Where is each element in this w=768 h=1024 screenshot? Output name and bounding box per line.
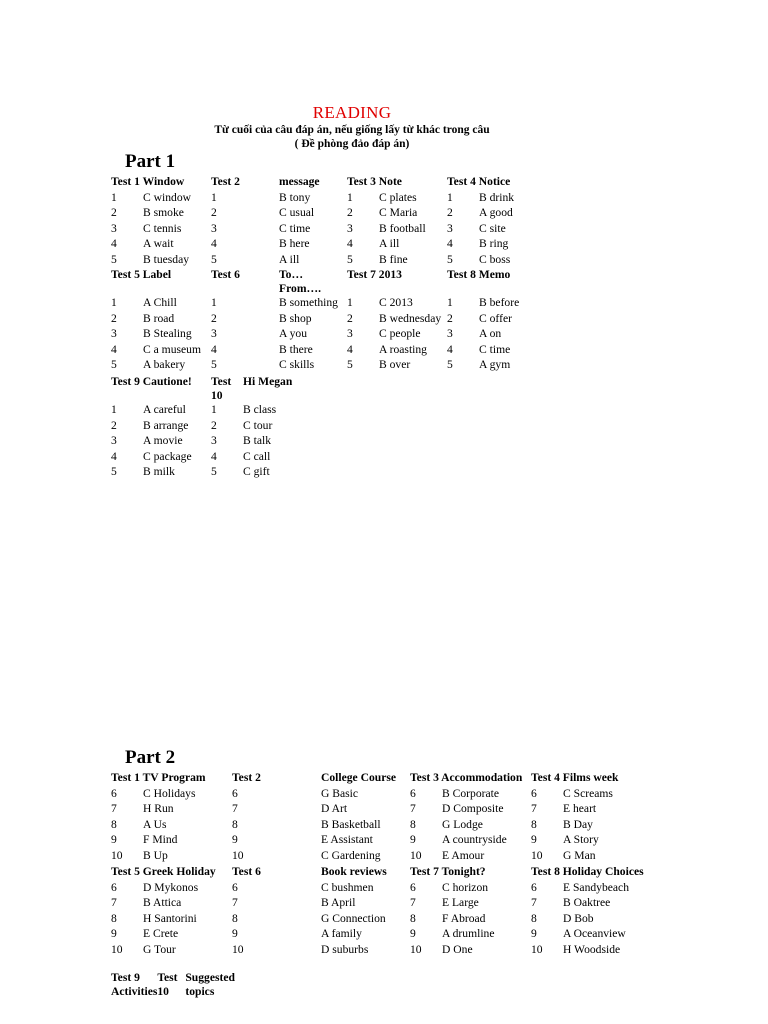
cell: 9 [111,833,117,847]
cell: B road [143,311,175,325]
cell: G Tour [143,942,176,956]
table-row [111,419,311,435]
cell: 1 [347,296,353,309]
cell: 5 [211,358,217,372]
cell: E Large [442,896,479,910]
cell: 4 [347,237,353,251]
table-row [111,802,652,818]
table-row [111,312,547,328]
cell: 2 [211,311,217,325]
header-cell: To… From…. [279,268,321,295]
page-title: READING [312,103,392,122]
table-row [111,849,652,865]
table-row [111,343,547,359]
cell: 10 [531,942,543,956]
cell: 4 [347,342,353,356]
cell: 1 [211,190,217,204]
cell: B Up [143,848,168,862]
cell: C tour [243,418,273,432]
table-row [111,434,311,450]
cell: C a museum [143,342,201,356]
cell: C call [243,449,271,463]
cell: B class [243,403,277,416]
header-cell: Test 10 [211,375,232,402]
cell: 9 [232,927,238,941]
cell: 7 [111,896,117,910]
cell: C window [143,190,191,204]
subtitle-note: ( Đề phòng đảo đáp án) [294,138,410,150]
cell: 5 [447,358,453,372]
cell: A on [479,327,502,341]
cell: 8 [531,911,537,925]
cell: C time [279,221,311,235]
cell: E Amour [442,848,485,862]
cell: G Man [563,848,596,862]
cell: 8 [410,911,416,925]
cell: F Mind [143,833,178,847]
cell: A Story [563,833,599,847]
subtitle-instruction: Từ cuối của câu đáp án, nếu giống lấy từ khác trong câu [214,124,490,136]
cell: 3 [347,221,353,235]
cell: 4 [447,342,453,356]
cell: A careful [143,403,186,416]
table-row [111,222,547,238]
cell: A you [279,327,308,341]
cell: 10 [232,848,244,862]
cell: B ring [479,237,509,251]
header-cell: Test 5 Label [111,268,172,281]
cell: B tuesday [143,252,190,266]
table-header-row [111,971,245,999]
cell: H Run [143,802,174,816]
header-cell: Book reviews [321,865,387,878]
cell: 7 [410,896,416,910]
table-row [111,206,547,222]
cell: 10 [111,848,123,862]
cell: E Crete [143,927,179,941]
cell: A gym [479,358,511,372]
cell: 5 [347,252,353,266]
table-row [111,943,652,959]
cell: A countryside [442,833,507,847]
table-header-row [111,175,547,191]
cell: 4 [447,237,453,251]
cell: 5 [111,465,117,479]
header-cell: Test 8 Holiday Choices [531,865,644,878]
cell: G Basic [321,786,359,800]
cell: 8 [111,911,117,925]
header-cell: Test 6 [232,865,261,878]
cell: A movie [143,434,183,448]
cell: B drink [479,190,515,204]
header-cell: Hi Megan [243,375,293,388]
cell: B Corporate [442,786,499,800]
table-row [111,327,547,343]
cell: B Attica [143,896,182,910]
cell: A wait [143,237,174,251]
cell: 9 [232,833,238,847]
cell: B here [279,237,310,251]
header-cell: Test 10 [157,971,178,998]
cell: C Holidays [143,786,196,800]
cell: A Oceanview [563,927,626,941]
cell: 3 [211,327,217,341]
cell: B something [279,296,338,309]
header-cell: Test 6 [211,268,240,281]
cell: 5 [211,252,217,266]
header-cell: Test 9 Cautione! [111,375,192,388]
table-row [111,912,652,928]
part2-table-1 [111,771,652,865]
table-row [111,450,311,466]
cell: 9 [410,927,416,941]
header-cell: Test 4 Notice [447,175,511,188]
cell: 8 [232,817,238,831]
cell: G Connection [321,911,386,925]
cell: 10 [410,942,422,956]
cell: C package [143,449,192,463]
table-row [111,833,652,849]
cell: 6 [410,880,416,894]
cell: 2 [111,206,117,220]
cell: 7 [232,896,238,910]
table-header-row [111,865,652,881]
header-cell: Test 5 Greek Holiday [111,865,216,878]
cell: 1 [111,296,117,309]
cell: 7 [531,802,537,816]
cell: 7 [232,802,238,816]
cell: 1 [111,190,117,204]
cell: F Abroad [442,911,486,925]
cell: C time [479,342,511,356]
cell: 6 [111,880,117,894]
cell: 1 [211,296,217,309]
cell: 6 [531,880,537,894]
cell: 9 [111,927,117,941]
cell: C boss [479,252,511,266]
cell: 10 [531,848,543,862]
table-row [111,818,652,834]
cell: 5 [211,465,217,479]
part2-table-2 [111,865,652,959]
cell: E heart [563,802,597,816]
cell: B April [321,896,356,910]
cell: 1 [347,190,353,204]
part1-table-3 [111,375,311,481]
part2-table-3 [111,971,245,999]
table-header-row [111,268,547,296]
table-header-row [111,375,311,403]
cell: 2 [447,311,453,325]
cell: 3 [211,221,217,235]
header-cell: Test 9 Activities [111,971,158,998]
part2-heading: Part 2 [125,747,176,768]
cell: 4 [111,342,117,356]
cell: 9 [410,833,416,847]
cell: 4 [211,342,217,356]
cell: 10 [232,942,244,956]
cell: 7 [531,896,537,910]
cell: 6 [232,786,238,800]
cell: 10 [410,848,422,862]
table-row [111,927,652,943]
cell: A Chill [143,296,177,309]
cell: D One [442,942,473,956]
header-cell: Test 7 Tonight? [410,865,486,878]
part1-table-1 [111,175,547,269]
cell: 4 [211,237,217,251]
header-cell: College Course [321,771,397,784]
cell: D Mykonos [143,880,199,894]
header-cell: Test 3 Accommodation [410,771,523,784]
cell: C people [379,327,421,341]
cell: 1 [447,296,453,309]
cell: 5 [111,252,117,266]
cell: 4 [111,237,117,251]
cell: C offer [479,311,512,325]
table-row [111,296,547,312]
cell: C skills [279,358,315,372]
cell: B talk [243,434,272,448]
cell: D Bob [563,911,594,925]
cell: B before [479,296,520,309]
cell: A family [321,927,362,941]
cell: C gift [243,465,270,479]
cell: 1 [447,190,453,204]
header-cell: Test 7 2013 [347,268,402,281]
cell: 3 [347,327,353,341]
cell: C site [479,221,506,235]
cell: C plates [379,190,417,204]
cell: 6 [410,786,416,800]
cell: C Gardening [321,848,381,862]
header-cell: Test 4 Films week [531,771,619,784]
table-row [111,237,547,253]
cell: 2 [211,206,217,220]
cell: A ill [379,237,400,251]
cell: H Santorini [143,911,197,925]
table-row [111,403,311,419]
cell: 3 [111,221,117,235]
table-row [111,191,547,207]
cell: B Day [563,817,593,831]
cell: H Woodside [563,942,621,956]
cell: B tony [279,190,311,204]
table-row [111,881,652,897]
cell: A roasting [379,342,427,356]
table-row [111,896,652,912]
cell: C 2013 [379,296,413,309]
cell: 7 [410,802,416,816]
cell: 2 [447,206,453,220]
table-row [111,465,311,481]
part1-heading: Part 1 [125,151,176,172]
header-cell: message [279,175,320,188]
header-cell: Test 1 TV Program [111,771,206,784]
cell: B over [379,358,411,372]
cell: 4 [211,449,217,463]
cell: 3 [111,327,117,341]
cell: A good [479,206,513,220]
part1-table-2 [111,268,547,374]
table-header-row [111,771,652,787]
cell: 3 [447,327,453,341]
cell: B Stealing [143,327,192,341]
cell: 6 [531,786,537,800]
table-row [111,787,652,803]
cell: C bushmen [321,880,374,894]
cell: 3 [111,434,117,448]
cell: B smoke [143,206,184,220]
cell: D Art [321,802,348,816]
cell: 10 [111,942,123,956]
cell: 2 [111,311,117,325]
cell: B fine [379,252,408,266]
cell: D suburbs [321,942,369,956]
cell: 6 [232,880,238,894]
cell: A bakery [143,358,186,372]
cell: A drumline [442,927,495,941]
cell: B arrange [143,418,189,432]
header-cell: Test 3 Note [347,175,402,188]
cell: C Screams [563,786,613,800]
cell: B Basketball [321,817,381,831]
header-cell: Suggested topics [185,971,235,998]
cell: A ill [279,252,300,266]
cell: 3 [211,434,217,448]
cell: 1 [111,403,117,416]
cell: 3 [447,221,453,235]
cell: B football [379,221,426,235]
cell: 8 [232,911,238,925]
cell: C tennis [143,221,182,235]
cell: 6 [111,786,117,800]
cell: 2 [111,418,117,432]
cell: C Maria [379,206,418,220]
cell: D Composite [442,802,504,816]
cell: A Us [143,817,167,831]
header-cell: Test 8 Memo [447,268,511,281]
cell: 2 [211,418,217,432]
cell: 8 [111,817,117,831]
header-cell: Test 1 Window [111,175,185,188]
cell: B wednesday [379,311,442,325]
cell: 4 [111,449,117,463]
cell: B milk [143,465,175,479]
cell: B there [279,342,313,356]
cell: 8 [531,817,537,831]
cell: C usual [279,206,315,220]
cell: G Lodge [442,817,483,831]
cell: 1 [211,403,217,416]
cell: 5 [111,358,117,372]
cell: 2 [347,311,353,325]
header-cell: Test 2 [211,175,240,188]
cell: 8 [410,817,416,831]
cell: 9 [531,927,537,941]
header-cell: Test 2 [232,771,261,784]
cell: 5 [347,358,353,372]
cell: 7 [111,802,117,816]
cell: E Sandybeach [563,880,629,894]
cell: 5 [447,252,453,266]
cell: B shop [279,311,312,325]
table-row [111,253,547,269]
cell: 9 [531,833,537,847]
cell: B Oaktree [563,896,611,910]
table-row [111,358,547,374]
cell: C horizon [442,880,489,894]
cell: E Assistant [321,833,373,847]
cell: 2 [347,206,353,220]
